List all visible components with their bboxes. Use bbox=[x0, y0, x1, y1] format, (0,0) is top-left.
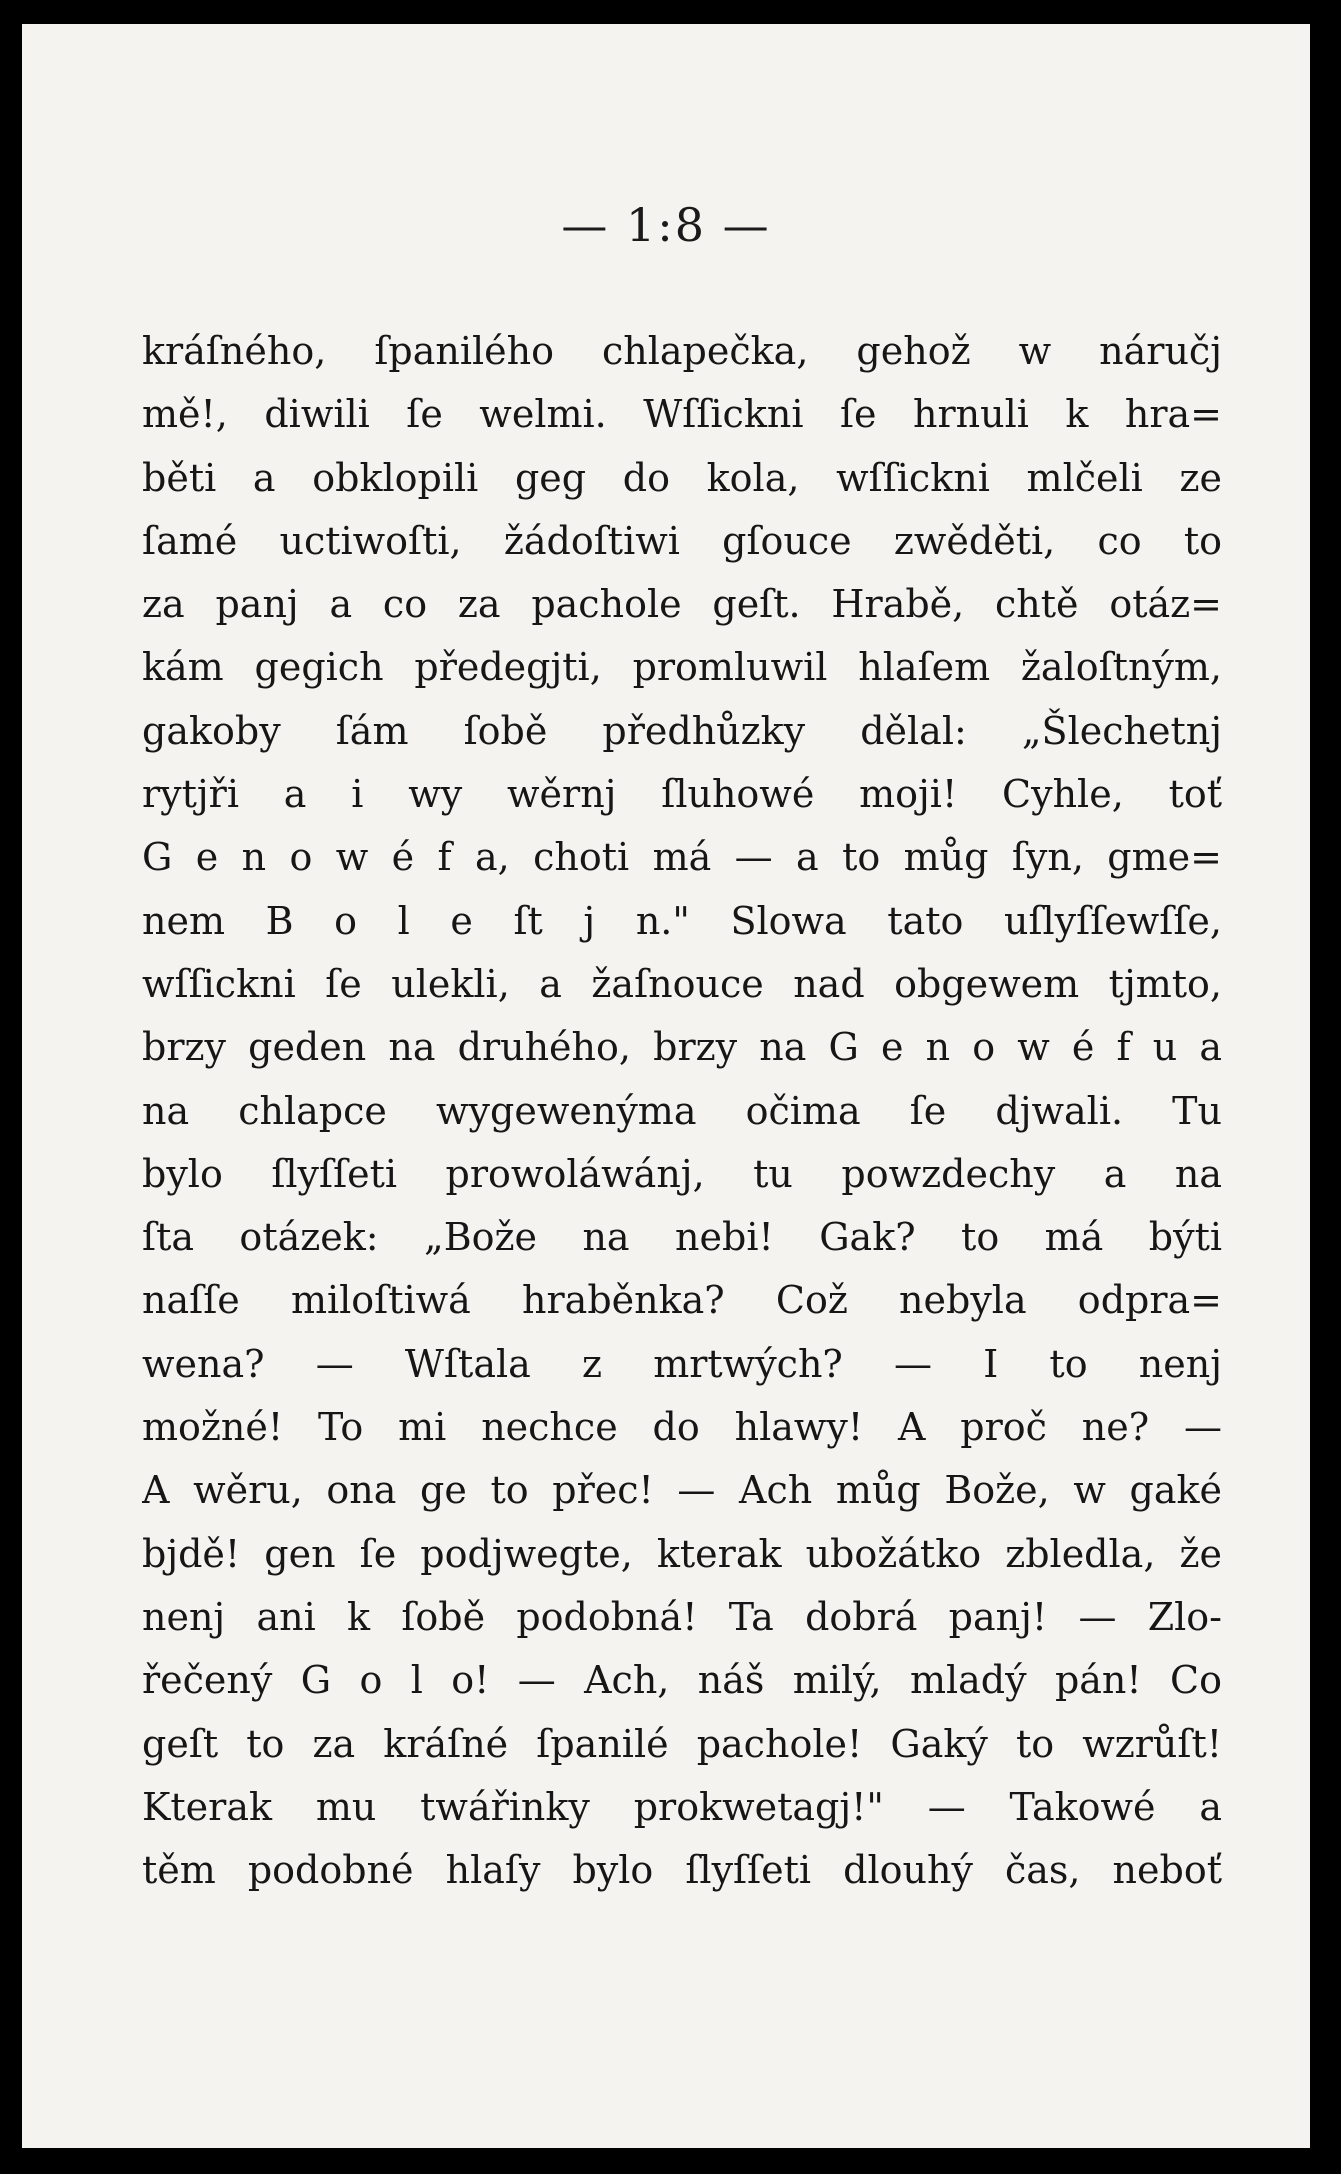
page-number: — 1:8 — bbox=[561, 198, 771, 252]
text-line: řečený G o l o! — Ach, náš milý, mladý pán! Co bbox=[142, 1658, 1222, 1703]
text-line: těm podobné hlaſy bylo ſlyſſeti dlouhý čas, neboť bbox=[142, 1848, 1222, 1893]
text-line: rytjři a i wy wěrnj ſluhowé moji! Cyhle, toť bbox=[142, 772, 1222, 817]
text-line: naſſe miloſtiwá hraběnka? Což nebyla odpra= bbox=[142, 1278, 1222, 1323]
text-line: ſta otázek: „Bože na nebi! Gak? to má býti bbox=[142, 1215, 1222, 1260]
text-line: běti a obklopili geg do kola, wſſickni mlčeli ze bbox=[142, 455, 1222, 500]
text-line: brzy geden na druhého, brzy na G e n o w é f u a bbox=[142, 1025, 1222, 1070]
text-line: nem B o l e ſt j n." Slowa tato uſlyſſewſſe, bbox=[142, 898, 1222, 943]
text-line: kám gegich předegjti, promluwil hlaſem žaloſtným, bbox=[142, 645, 1222, 690]
text-line: bjdě! gen ſe podjwegte, kterak ubožátko zbledla, že bbox=[142, 1531, 1222, 1576]
text-line: kráſného, ſpanilého chlapečka, gehož w náručj bbox=[142, 329, 1222, 373]
text-line: mě!, diwili ſe welmi. Wſſickni ſe hrnuli k hra= bbox=[142, 392, 1222, 437]
text-line: Kterak mu twářinky prokwetagj!" — Takowé a bbox=[142, 1784, 1222, 1829]
text-line: wſſickni ſe ulekli, a žaſnouce nad obgewem tjmto, bbox=[142, 961, 1222, 1006]
text-line: na chlapce wygewenýma očima ſe djwali. Tu bbox=[142, 1088, 1222, 1133]
text-line: gakoby ſám ſobě předhůzky dělal: „Šlechetnj bbox=[142, 708, 1222, 753]
text-line: geſt to za kráſné ſpanilé pachole! Gaký to wzrůſt! bbox=[142, 1721, 1222, 1766]
text-line: za panj a co za pachole geſt. Hrabě, chtě otáz= bbox=[142, 582, 1222, 627]
text-line: wena? — Wſtala z mrtwých? — I to nenj bbox=[142, 1341, 1222, 1386]
body-text bbox=[142, 320, 1222, 1902]
text-line: A wěru, ona ge to přec! — Ach můg Bože, w gaké bbox=[142, 1468, 1222, 1513]
text-line: možné! To mi nechce do hlawy! A proč ne? — bbox=[142, 1405, 1222, 1450]
text-line: nenj ani k ſobě podobná! Ta dobrá panj! — Zlo- bbox=[142, 1594, 1222, 1639]
text-line: bylo ſlyſſeti prowoláwánj, tu powzdechy a na bbox=[142, 1151, 1222, 1196]
book-page bbox=[22, 24, 1310, 2148]
text-line: ſamé uctiwoſti, žádoſtiwi gſouce zwěděti, co to bbox=[142, 518, 1222, 563]
text-line: G e n o w é f a, choti má — a to můg ſyn, gme= bbox=[142, 835, 1222, 880]
